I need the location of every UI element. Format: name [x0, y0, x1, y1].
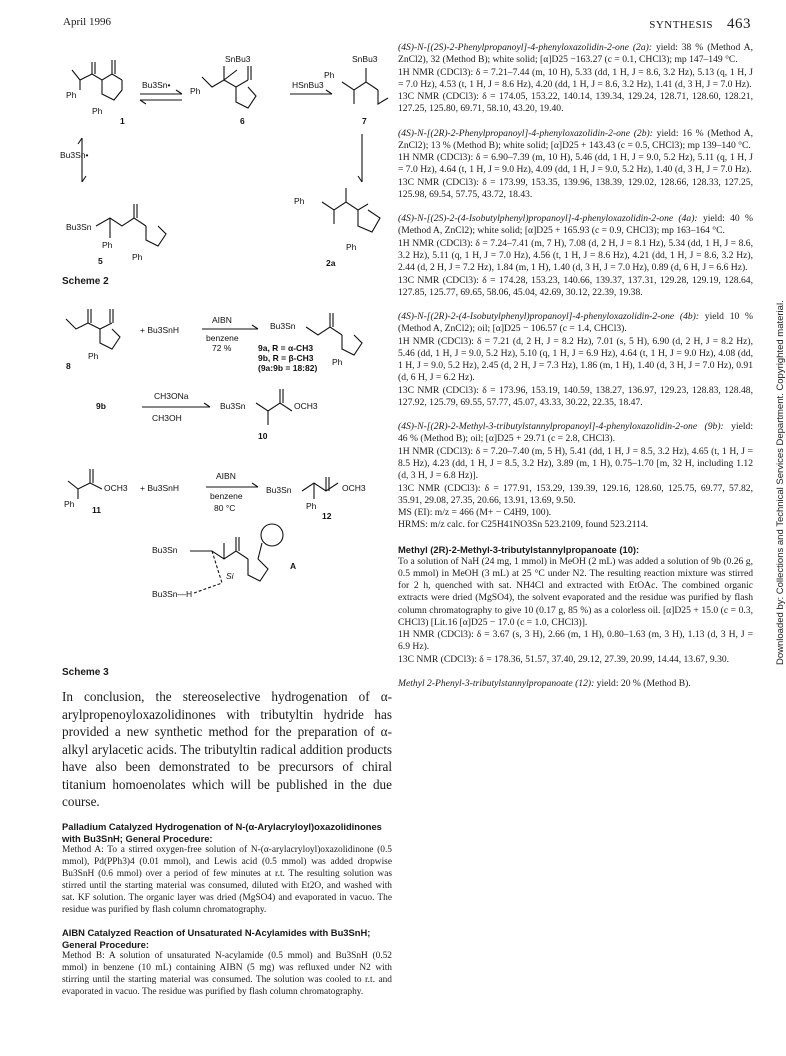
compound-number: 12 — [322, 511, 332, 522]
group-label: OCH3 — [342, 483, 366, 494]
compound-title: Methyl (2R)-2-Methyl-3-tributylstannylpropanoate (10): — [398, 543, 640, 555]
procedure-a-title: Palladium Catalyzed Hydrogenation of N-(α-Arylacryloyl)oxazolidinones with Bu3SnH; General Procedure: — [62, 820, 382, 844]
label-ph: Ph — [66, 90, 77, 100]
structure-12 — [302, 477, 338, 499]
procedure-a-body: Method A: To a stirred oxygen-free solution of N-(α-arylacryloyl)oxazolidinone (0.5 mmol), Pd(PPh3)4 (0.01 mmol), and Lewis acid (0.5 mmol) was added dropwise Bu3SnH (0.6 mmol) over a period of few minutes at r.t. The resulting solution was stirred until the starting material was consumed, diluted with Et2O, and washed with sat. KF solution. The organic layer was dried (MgSO4) and evaporated in vacuo. The residue was purified by flash column chromatography. — [62, 845, 392, 915]
compound-data-line: 1H NMR (CDCl3): δ = 6.90–7.39 (m, 10 H), 5.46 (dd, 1 H, J = 9.0, 5.2 Hz), 5.11 (q, 1 H, J = 7.0 Hz), 4.64 (t, 1 H, J = 9.0 Hz), 4.09 (dd, 1 H, J = 9.0, 5.2 Hz), 1.40 (d, 3 H, J = 7.0 Hz). — [398, 152, 753, 176]
label-ph: Ph — [332, 357, 343, 368]
compound-title: (4S)-N-[(2R)-2-(4-Isobutylphenyl)propanoyl]-4-phenyloxazolidin-2-one (4b): — [398, 311, 700, 323]
label-ph: Ph — [132, 252, 143, 262]
left-column — [62, 42, 392, 998]
group-label: Si — [226, 571, 234, 582]
group-label: Bu3Sn — [152, 545, 178, 556]
compound-number: 5 — [98, 256, 103, 266]
procedure-b-body: Method B: A solution of unsaturated N-acylamide (0.5 mmol) and Bu3SnH (0.52 mmol) in benzene (10 mL) containing AIBN (5 mg) was refluxed under N2 with stirring until the starting material was consumed. The solution was cooled to r.t. and evaporated in vacuo. The residue was purified by flash column chromatography. — [62, 950, 392, 997]
compound-data-line: 13C NMR (CDCl3): δ = 177.91, 153.29, 139.39, 129.16, 128.60, 125.75, 69.77, 57.82, 35.91, 29.08, 27.35, 20.66, 13.91, 13.69, 9.50. — [398, 482, 753, 506]
page-number: 463 — [727, 16, 751, 32]
label-ph: Ph — [294, 196, 305, 206]
structure-7 — [342, 68, 388, 104]
compound-title: Methyl 2-Phenyl-3-tributylstannylpropanoate (12): — [398, 677, 595, 689]
label-ph: Ph — [306, 501, 317, 512]
group-label: Bu3Sn — [66, 222, 92, 232]
structure-6 — [202, 66, 256, 108]
compound-data-line: 1H NMR (CDCl3): δ = 7.20–7.40 (m, 5 H), 5.41 (dd, 1 H, J = 8.5, 3.2 Hz), 4.65 (t, 1 H, J = 8.5 Hz), 4.23 (dd, 1 H, J = 8.5, 3.2 Hz), 3.89 (m, 1 H), 0.75–1.70 [m, 32 H, including 1.12 (d, 3 H, J = 6.8 Hz)]. — [398, 445, 753, 482]
temperature-label: 80 °C — [214, 503, 236, 514]
compound-9b-entry — [398, 421, 753, 531]
compound-number: 9b — [96, 401, 106, 412]
structure-8 — [66, 309, 120, 349]
compound-number: 1 — [120, 116, 125, 126]
label-ph: Ph — [92, 106, 103, 116]
structure-11 — [68, 469, 102, 499]
compound-data-line: To a solution of NaH (24 mg, 1 mmol) in MeOH (2 mL) was added a solution of 9b (0.26 g, 0.5 mmol) in MeOH (3 mL) at 25 °C under N2. The resulting reaction mixture was stirred for 2 h, quenched with sat. NH4Cl and extracted with EtOAc. The combined organic extracts were dried (MgSO4), the solvent evaporated and the residue was purified by flash column chromatography to give 10 (0.17 g, 85 %) as a colorless oil. [α]D25 + 15.0 (c = 0.3, CHCl3) [Lit.16 [α]D25 − 17.0 (c = 1.0, CHCl3)]. — [398, 555, 753, 628]
label-ph: Ph — [190, 86, 201, 96]
product-label: (9a:9b = 18:82) — [258, 363, 318, 374]
group-label: OCH3 — [294, 401, 318, 412]
solvent-label: benzene — [210, 491, 243, 502]
structure-9 — [306, 313, 362, 355]
compound-12-entry — [398, 678, 753, 690]
scheme-2 — [62, 42, 392, 289]
download-notice — [763, 300, 786, 665]
compound-data-line: HRMS: m/z calc. for C25H41NO3Sn 523.2109, found 523.2114. — [398, 519, 649, 531]
compound-data-line: 1H NMR (CDCl3): δ = 7.21 (d, 2 H, J = 8.2 Hz), 7.01 (s, 5 H), 6.90 (d, 2 H, J = 8.2 Hz), 5.46 (dd, 1 H, J = 9.0, 5.2 Hz), 5.10 (q, 1 H, J = 6.9 Hz), 4.64 (t, 1 H, J = 9.0 Hz), 4.08 (dd, 1 H, J = 9.0, 5.2 Hz), 2.45 (d, 2 H, J = 7.3 Hz), 1.86 (m, 1 H), 1.40 (d, 3 H, J = 7.0 Hz), 0.91 (d, 6 H, J = 6.2 Hz). — [398, 335, 753, 384]
structure-2a — [322, 188, 380, 232]
reagent-label: AIBN — [212, 315, 232, 326]
solvent-label: CH3OH — [152, 413, 182, 424]
compound-data-line: 1H NMR (CDCl3): δ = 7.24–7.41 (m, 7 H), 7.08 (d, 2 H, J = 8.1 Hz), 5.34 (dd, 1 H, J = 8.6, 3.2 Hz), 5.11 (q, 1 H, J = 7.0 Hz), 4.56 (t, 1 H, J = 8.6 Hz), 4.21 (dd, 1 H, J = 8.6, 3.2 Hz), 2.44 (d, 2 H, J = 7.2 Hz), 1.84 (m, 1 H), 1.40 (d, 3 H, J = 7.0 Hz), 0.89 (d, 6 H, J = 6.6 Hz). — [398, 237, 753, 274]
yield-label: 72 % — [212, 343, 232, 354]
transition-state-a — [190, 524, 283, 593]
group-label: Bu3Sn — [270, 321, 296, 332]
group-label: SnBu3 — [225, 54, 251, 64]
label-ph: Ph — [324, 70, 335, 80]
compound-2a-entry — [398, 42, 753, 116]
group-label: Bu3Sn — [220, 401, 246, 412]
group-label: Bu3Sn—H — [152, 589, 193, 600]
scheme-2-label: Scheme 2 — [62, 276, 109, 288]
label-ph: Ph — [346, 242, 357, 252]
structure-10 — [256, 389, 292, 425]
download-notice-text: Downloaded by: Collections and Technical Services Department. Copyrighted material. — [775, 300, 786, 665]
journal-name: SYNTHESIS — [649, 19, 713, 31]
compound-number: 8 — [66, 361, 71, 372]
compound-data-line: yield: 40 % (Method A, ZnCl2); white solid; [α]D25 + 165.93 (c = 0.9, CHCl3); mp 163–164 °C. — [398, 213, 753, 237]
compound-number: 7 — [362, 116, 367, 126]
compound-title: (4S)-N-[(2R)-2-Methyl-3-tributylstannylpropanoyl]-4-phenyloxazolidin-2-one (9b): — [398, 421, 724, 433]
transition-state-label: A — [290, 561, 297, 572]
reagent-label: HSnBu3 — [292, 80, 324, 90]
compound-data-line: MS (EI): m/z = 466 (M+ − C4H9, 100). — [398, 507, 552, 519]
compound-data-line: yield: 38 % (Method A, ZnCl2), 32 (Method B); white solid; [α]D25 −163.27 (c = 0.1, CHCl3); mp 147–149 °C. — [398, 42, 753, 66]
compound-data-line: 1H NMR (CDCl3): δ = 3.67 (s, 3 H), 2.66 (m, 1 H), 0.80–1.63 (m, 3 H), 1.13 (d, 3 H, J = 6.9 Hz). — [398, 629, 753, 653]
reagent-label: AIBN — [216, 471, 236, 482]
compound-number: 6 — [240, 116, 245, 126]
compound-4b-entry — [398, 311, 753, 409]
compound-data-line: 13C NMR (CDCl3): δ = 173.99, 153.35, 139.96, 138.39, 129.02, 128.66, 128.33, 127.25, 125.98, 69.54, 57.75, 43.72, 18.43. — [398, 176, 753, 200]
compound-number: 2a — [326, 258, 336, 268]
compound-data-line: yield: 16 % (Method A, ZnCl2); 13 % (Method B); white solid; [α]D25 + 143.43 (c = 0.5, CHCl3); mp 139–140 °C. — [398, 127, 753, 151]
compound-data-line: 13C NMR (CDCl3): δ = 174.28, 153.23, 140.66, 139.37, 137.31, 129.28, 129.19, 128.64, 127.85, 125.77, 69.65, 58.06, 45.04, 42.69, 30.12, 22.39, 19.38. — [398, 274, 753, 298]
conclusion-paragraph: In conclusion, the stereoselective hydrogenation of α-arylpropenoyloxazolidinones with tributyltin hydride has provided a new synthetic method for the preparation of α-alkyl arylacetic acids. The tributyltin radical addition products have also been demonstrated to be precursors of chiral titanium homoenolates which will be published in the due course. — [62, 689, 392, 810]
procedure-b-title: AIBN Catalyzed Reaction of Unsaturated N-Acylamides with Bu3SnH; General Procedure: — [62, 926, 371, 950]
conditions-label: benzene — [206, 333, 239, 344]
compound-data-line: yield 10 % (Method A, ZnCl2); oil; [α]D25 − 106.57 (c = 1.4, CHCl3). — [398, 311, 753, 335]
product-label: 9a, R = α-CH3 — [258, 343, 314, 354]
compound-data-line: 13C NMR (CDCl3): δ = 178.36, 51.57, 37.40, 29.12, 27.39, 20.99, 14.44, 13.67, 9.30. — [398, 653, 730, 665]
scheme-3 — [62, 303, 392, 680]
reagent-label: Bu3Sn• — [60, 150, 89, 160]
compound-2b-entry — [398, 128, 753, 202]
label-ph: Ph — [88, 351, 99, 362]
structure-1 — [72, 60, 122, 100]
compound-10-entry — [398, 544, 753, 666]
scheme-3-drawing — [62, 303, 392, 663]
compound-data-line: 13C NMR (CDCl3): δ = 173.96, 153.19, 140.59, 138.27, 136.97, 129.23, 128.83, 128.48, 127.92, 125.79, 69.55, 57.77, 45.07, 43.33, 30.22, 22.35, 18.47. — [398, 384, 753, 408]
reagent-label: + Bu3SnH — [140, 483, 179, 494]
reagent-label: CH3ONa — [154, 391, 189, 402]
scheme-3-label: Scheme 3 — [62, 667, 109, 679]
compound-title: (4S)-N-[(2S)-2-(4-Isobutylphenyl)propanoyl]-4-phenyloxazolidin-2-one (4a): — [398, 213, 698, 225]
group-label: SnBu3 — [352, 54, 378, 64]
label-ph: Ph — [64, 499, 75, 510]
running-date: April 1996 — [63, 16, 111, 28]
scheme-2-drawing — [62, 42, 392, 272]
product-label: 9b, R = β-CH3 — [258, 353, 314, 364]
running-header — [649, 16, 751, 33]
compound-number: 10 — [258, 431, 268, 442]
group-label: OCH3 — [104, 483, 128, 494]
compound-title: (4S)-N-[(2S)-2-Phenylpropanoyl]-4-phenyloxazolidin-2-one (2a): — [398, 42, 653, 53]
compound-title: (4S)-N-[(2R)-2-Phenylpropanoyl]-4-phenyloxazolidin-2-one (2b): — [398, 127, 653, 139]
reagent-label: + Bu3SnH — [140, 325, 179, 336]
compound-data-line: yield: 20 % (Method B). — [596, 677, 691, 689]
compound-data-line: 1H NMR (CDCl3): δ = 7.21–7.44 (m, 10 H), 5.33 (dd, 1 H, J = 8.6, 3.2 Hz), 5.13 (q, 1 H, J = 7.0 Hz), 4.53 (t, 1 H, J = 8.6 Hz), 4.20 (dd, 1 H, J = 8.6, 3.2 Hz), 1.41 (d, 3 H, J = 7.0 Hz). — [398, 66, 753, 90]
group-label: Bu3Sn — [266, 485, 292, 496]
compound-data-line: yield: 46 % (Method B); oil; [α]D25 + 29.71 (c = 2.8, CHCl3). — [398, 421, 753, 445]
reagent-label: Bu3Sn• — [142, 80, 171, 90]
right-column — [398, 42, 753, 694]
compound-number: 11 — [92, 505, 101, 516]
label-ph: Ph — [102, 240, 113, 250]
compound-data-line: 13C NMR (CDCl3): δ = 174.05, 153.22, 140.14, 139.34, 129.24, 128.71, 128.60, 128.21, 127.25, 125.80, 69.71, 58.10, 43.20, 19.40. — [398, 91, 753, 115]
compound-4a-entry — [398, 213, 753, 299]
